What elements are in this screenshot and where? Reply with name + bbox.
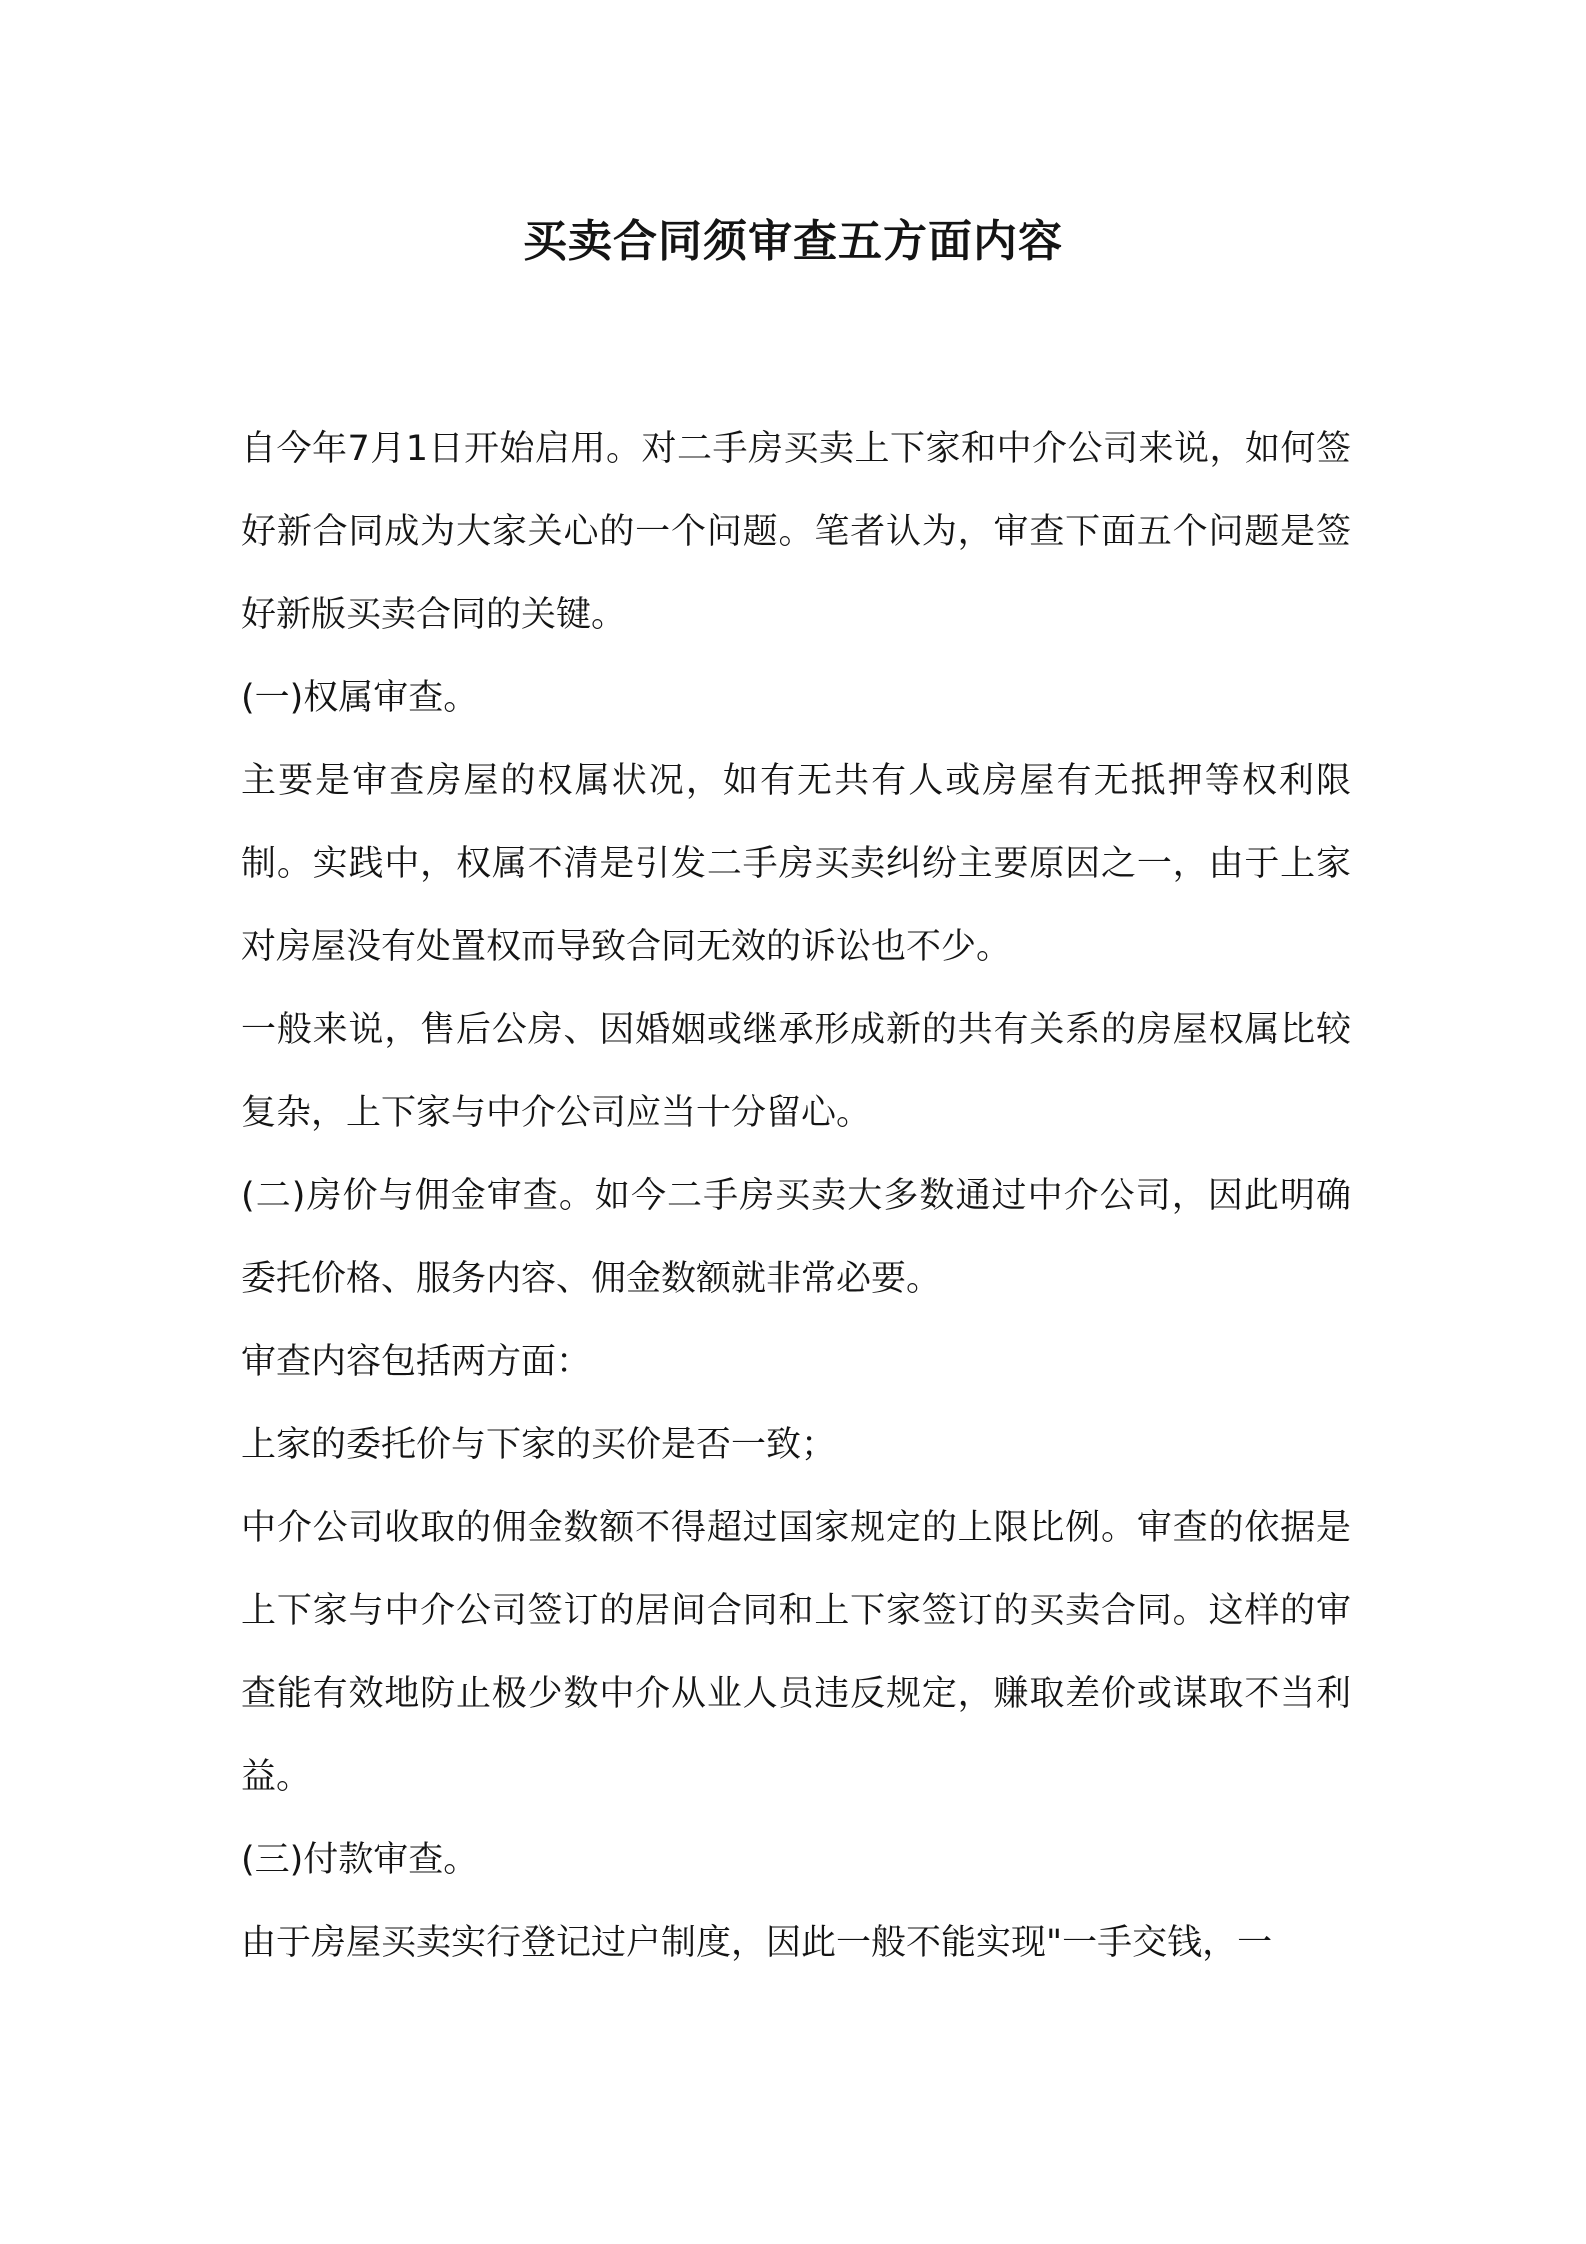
document-body — [241, 408, 1351, 1985]
paragraph-ownership-note: 一般来说，售后公房、因婚姻或继承形成新的共有关系的房屋权属比较复杂，上下家与中介公司应当十分留心。 — [241, 1010, 1351, 1133]
document-title: 买卖合同须审查五方面内容 — [523, 216, 1063, 267]
section-heading-price-commission: (二)房价与佣金审查。如今二手房买卖大多数通过中介公司，因此明确委托价格、服务内容、佣金数额就非常必要。 — [241, 1176, 1351, 1299]
paragraph-payment: 由于房屋买卖实行登记过户制度，因此一般不能实现"一手交钱，一 — [241, 1923, 1273, 1963]
section-heading-payment: (三)付款审查。 — [241, 1840, 479, 1880]
paragraph-price-match: 上家的委托价与下家的买价是否一致； — [241, 1425, 837, 1465]
paragraph-review-scope: 审查内容包括两方面： — [241, 1342, 592, 1382]
paragraph-commission-limit: 中介公司收取的佣金数额不得超过国家规定的上限比例。审查的依据是上下家与中介公司签订的居间合同和上下家签订的买卖合同。这样的审查能有效地防止极少数中介从业人员违反规定，赚取差价或谋取不当利益。 — [241, 1508, 1351, 1797]
section-heading-ownership: (一)权属审查。 — [241, 678, 479, 718]
paragraph-intro: 自今年7月1日开始启用。对二手房买卖上下家和中介公司来说，如何签好新合同成为大家关心的一个问题。笔者认为，审查下面五个问题是签好新版买卖合同的关键。 — [241, 429, 1351, 635]
paragraph-ownership: 主要是审查房屋的权属状况，如有无共有人或房屋有无抵押等权利限制。实践中，权属不清是引发二手房买卖纠纷主要原因之一，由于上家对房屋没有处置权而导致合同无效的诉讼也不少。 — [241, 761, 1351, 967]
